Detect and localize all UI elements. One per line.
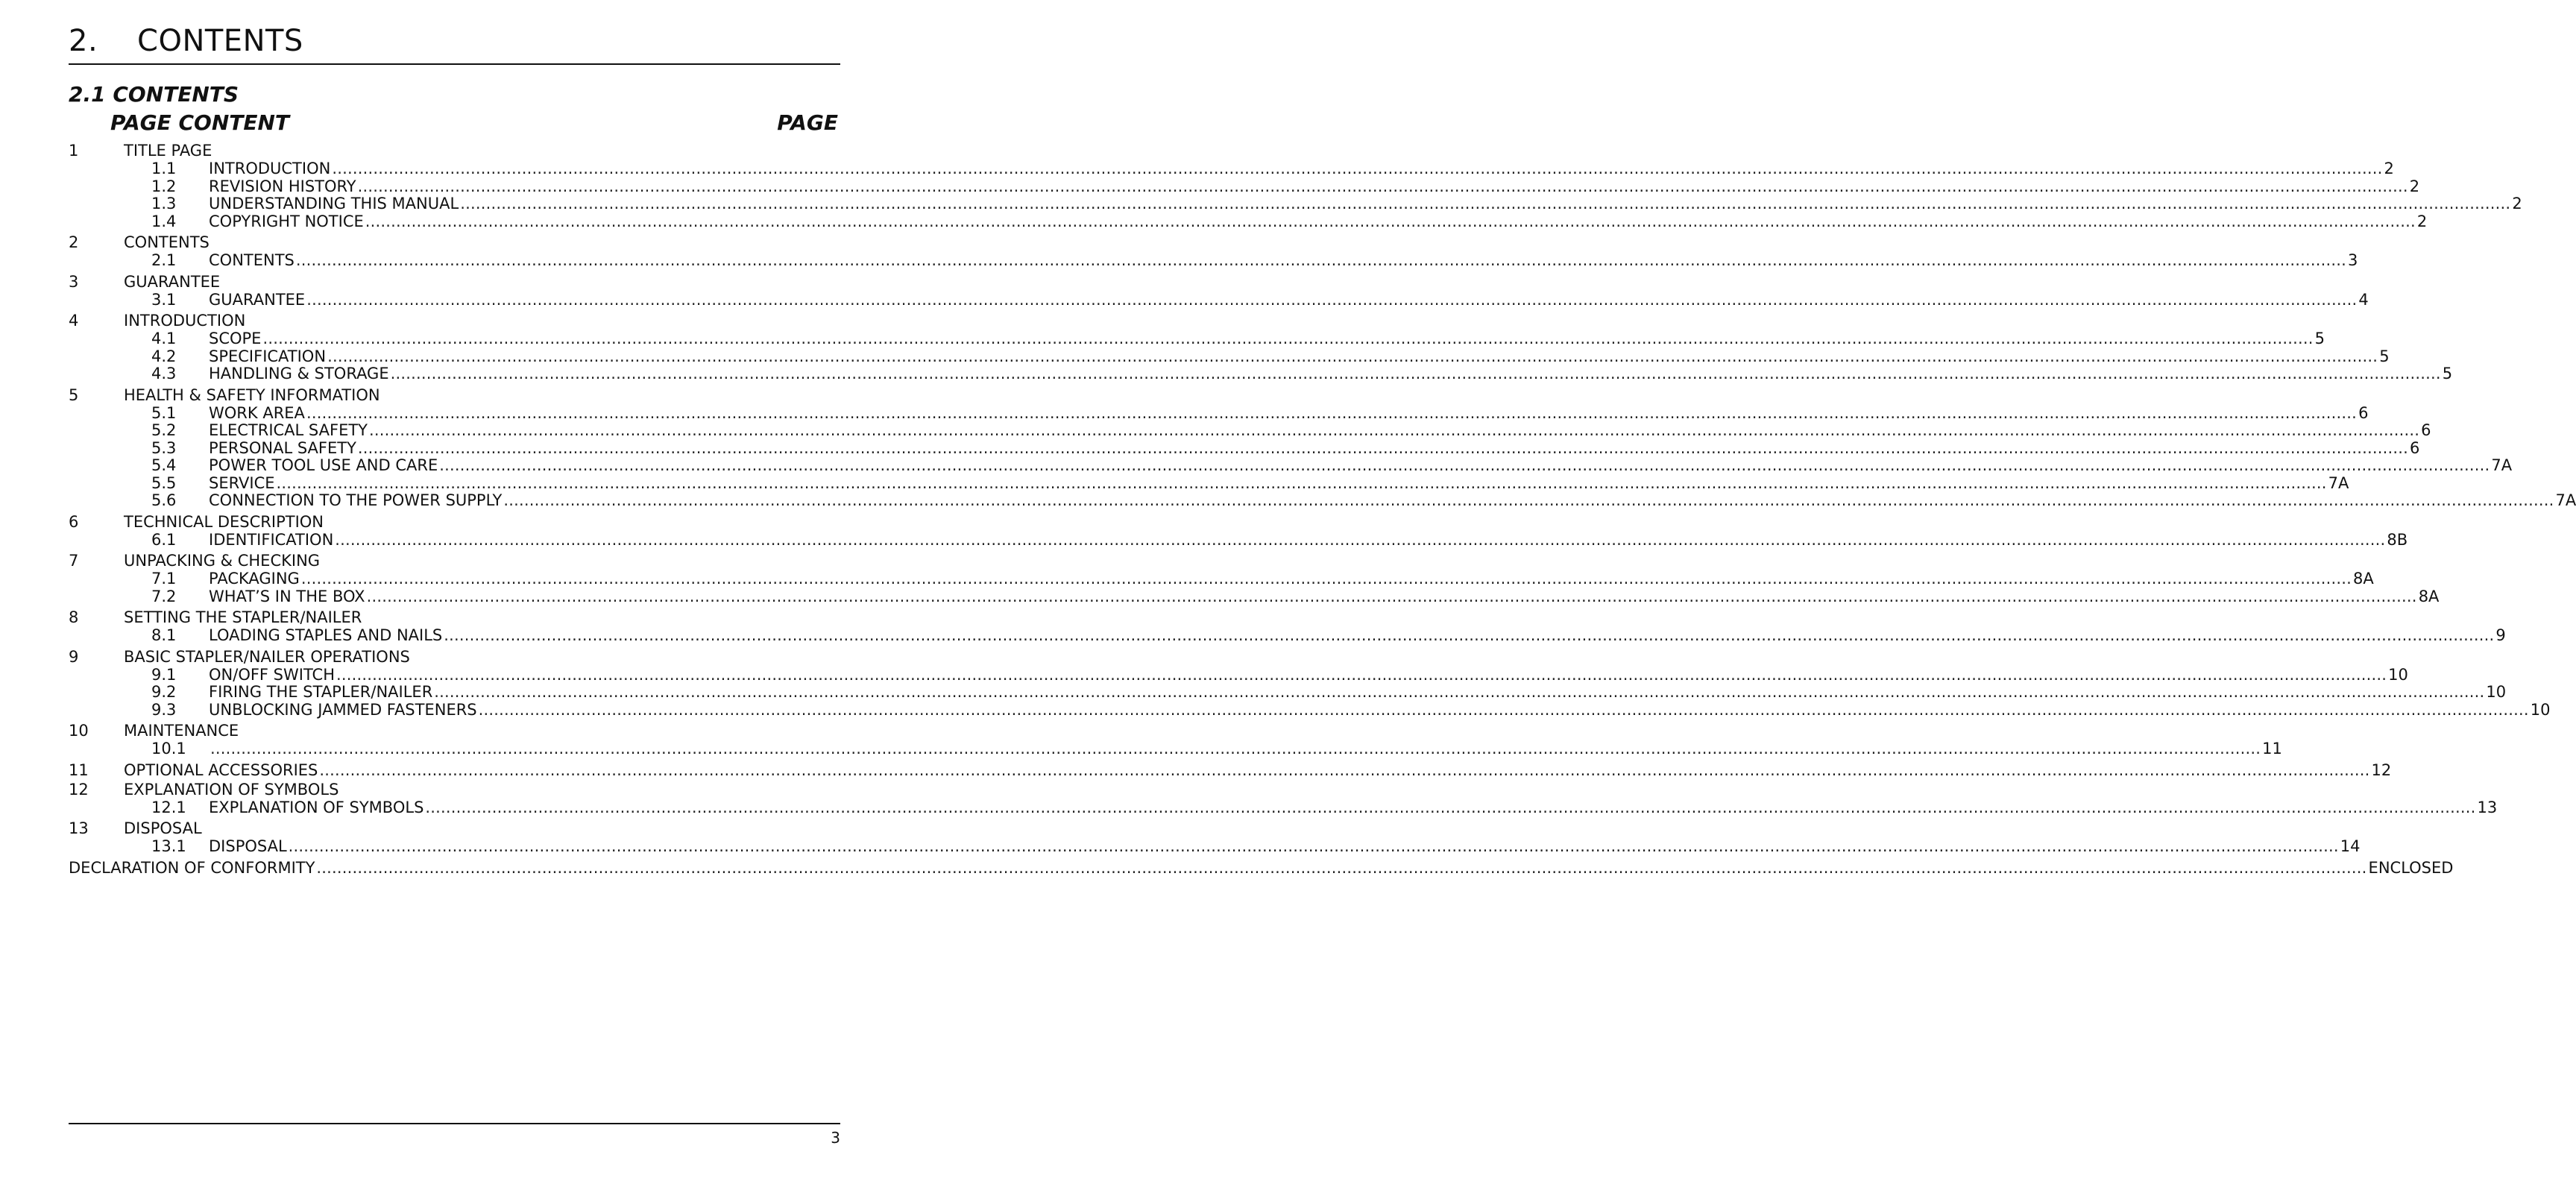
toc-subsection-row[interactable]	[69, 530, 2408, 549]
subsection-page: 7A	[2491, 456, 2513, 474]
toc-chapter-row[interactable]	[69, 233, 803, 252]
subsection-page: 8A	[2352, 570, 2374, 588]
chapter-number: 9	[69, 647, 79, 666]
subsection-page: 10	[2530, 700, 2551, 719]
dot-leader: ................................................................................................................................................................................................................................................................................................................................................................................................................	[316, 858, 2367, 877]
toc-subsection-row[interactable]	[69, 330, 2325, 348]
dot-leader: ................................................................................................................................................................................................................................................................................................................................................................................................................	[262, 330, 2314, 347]
chapter-number: 11	[69, 760, 89, 779]
chapter-title: INTRODUCTION	[124, 312, 246, 330]
subsection-title: IDENTIFICATION	[209, 530, 334, 549]
dot-leader: ................................................................................................................................................................................................................................................................................................................................................................................................................	[288, 837, 2339, 855]
toc-subsection-row[interactable]	[69, 491, 2576, 510]
toc-subsection-row[interactable]	[69, 195, 2522, 213]
dot-leader: ................................................................................................................................................................................................................................................................................................................................................................................................................	[390, 365, 2441, 382]
subsection-title: ON/OFF SWITCH	[209, 665, 336, 684]
toc-declaration-row[interactable]	[69, 858, 2454, 878]
subsection-page: 7A	[2555, 491, 2576, 509]
subsection-title: COPYRIGHT NOTICE	[209, 212, 364, 230]
chapter-number: 8	[69, 608, 79, 626]
toc-subsection-row[interactable]	[69, 700, 2551, 719]
subsection-page: 2	[2409, 177, 2420, 195]
toc-subsection-row[interactable]	[69, 473, 2349, 493]
subsection-number: 2.1	[151, 251, 177, 269]
toc-chapter-row[interactable]	[69, 647, 803, 667]
chapter-number: 12	[69, 780, 89, 799]
subsection-title: REVISION HISTORY	[209, 177, 356, 195]
toc-subsection-row[interactable]	[69, 665, 2408, 684]
chapter-title: MAINTENANCE	[124, 722, 239, 740]
toc-chapter-row[interactable]	[69, 272, 803, 292]
chapter-number: 3	[69, 272, 79, 291]
dot-leader: ................................................................................................................................................................................................................................................................................................................................................................................................................	[503, 491, 2554, 509]
subsection-number: 9.2	[151, 683, 177, 701]
subsection-number: 8.1	[151, 626, 177, 644]
heading-number: 2.	[69, 24, 98, 58]
subsection-title: UNDERSTANDING THIS MANUAL	[209, 195, 459, 212]
chapter-title: TECHNICAL DESCRIPTION	[124, 512, 324, 531]
subsection-number: 12.1	[151, 798, 186, 816]
subsection-number: 5.4	[151, 456, 177, 474]
subsection-title: POWER TOOL USE AND CARE	[209, 456, 438, 474]
chapter-number: 5	[69, 385, 79, 404]
page-heading	[69, 24, 303, 58]
subsection-title: WORK AREA	[209, 403, 305, 422]
chapter-title: EXPLANATION OF SYMBOLS	[124, 780, 339, 799]
subsection-number: 3.1	[151, 290, 177, 309]
toc-chapter-row[interactable]	[69, 760, 2392, 780]
toc-chapter-row[interactable]	[69, 311, 803, 330]
subsection-title: INTRODUCTION	[209, 160, 331, 177]
subsection-title: DISPOSAL	[209, 837, 287, 855]
toc-subsection-row[interactable]	[69, 798, 2498, 817]
chapter-title: TITLE PAGE	[124, 142, 212, 160]
dot-leader: ................................................................................................................................................................................................................................................................................................................................................................................................................	[306, 290, 2358, 309]
subsection-title: SCOPE	[209, 330, 262, 347]
dot-leader: ................................................................................................................................................................................................................................................................................................................................................................................................................	[366, 587, 2417, 605]
subsection-page: 6	[2410, 438, 2420, 457]
chapter-title: BASIC STAPLER/NAILER OPERATIONS	[124, 647, 410, 666]
subsection-page: 8A	[2418, 587, 2440, 605]
toc-subsection-row[interactable]	[69, 587, 2440, 606]
toc-subsection-row[interactable]	[69, 251, 2358, 270]
top-divider	[69, 63, 840, 65]
subsection-number: 5.6	[151, 491, 177, 509]
subsection-title: LOADING STAPLES AND NAILS	[209, 626, 443, 644]
chapter-number: 1	[69, 142, 79, 160]
subsection-page: 7A	[2328, 473, 2349, 492]
subsection-number: 4.1	[151, 330, 177, 347]
chapter-title: DISPOSAL	[124, 819, 202, 837]
subsection-title: CONNECTION TO THE POWER SUPPLY	[209, 491, 503, 509]
toc-chapter-row[interactable]	[69, 551, 803, 570]
column-header-content: PAGE CONTENT	[110, 110, 290, 135]
toc-chapter-row[interactable]	[69, 721, 803, 740]
subsection-number: 13.1	[151, 837, 186, 855]
toc-subsection-row[interactable]	[69, 456, 2513, 475]
chapter-number: 13	[69, 819, 89, 837]
declaration-page: ENCLOSED	[2368, 858, 2454, 877]
dot-leader: ................................................................................................................................................................................................................................................................................................................................................................................................................	[276, 473, 2327, 492]
subsection-title: FIRING THE STAPLER/NAILER	[209, 683, 433, 701]
toc-subsection-row[interactable]	[69, 421, 2431, 440]
dot-leader: ................................................................................................................................................................................................................................................................................................................................................................................................................	[425, 798, 2476, 816]
dot-leader: ................................................................................................................................................................................................................................................................................................................................................................................................................	[460, 195, 2511, 212]
section-heading: 2.1 CONTENTS	[69, 82, 239, 107]
dot-leader: ................................................................................................................................................................................................................................................................................................................................................................................................................	[434, 683, 2485, 701]
toc-chapter-row[interactable]	[69, 385, 803, 405]
subsection-page: 11	[2262, 740, 2282, 758]
dot-leader: ................................................................................................................................................................................................................................................................................................................................................................................................................	[295, 251, 2346, 269]
page-number: 3	[831, 1129, 840, 1147]
dot-leader: ................................................................................................................................................................................................................................................................................................................................................................................................................	[300, 570, 2352, 588]
toc-subsection-row[interactable]	[69, 570, 2374, 588]
dot-leader: ................................................................................................................................................................................................................................................................................................................................................................................................................	[439, 456, 2490, 474]
dot-leader: ................................................................................................................................................................................................................................................................................................................................................................................................................	[332, 160, 2383, 177]
toc-subsection-row[interactable]	[69, 347, 2390, 366]
toc-subsection-row[interactable]	[69, 290, 2369, 309]
subsection-number: 5.2	[151, 421, 177, 439]
subsection-number: 9.1	[151, 665, 177, 684]
dot-leader: ................................................................................................................................................................................................................................................................................................................................................................................................................	[306, 403, 2358, 422]
subsection-title: CONTENTS	[209, 251, 295, 269]
subsection-title: GUARANTEE	[209, 290, 306, 309]
toc-subsection-row[interactable]	[69, 740, 2282, 758]
subsection-page: 6	[2358, 403, 2369, 422]
subsection-number: 1.3	[151, 195, 177, 212]
subsection-title: PACKAGING	[209, 570, 300, 588]
table-of-contents	[69, 141, 2576, 878]
subsection-page: 3	[2348, 251, 2358, 269]
declaration-title: DECLARATION OF CONFORMITY	[69, 858, 315, 877]
dot-leader: ................................................................................................................................................................................................................................................................................................................................................................................................................	[444, 626, 2495, 644]
dot-leader: ................................................................................................................................................................................................................................................................................................................................................................................................................	[478, 700, 2529, 719]
subsection-page: 9	[2495, 626, 2506, 644]
subsection-page: 10	[2388, 665, 2408, 684]
toc-chapter-row[interactable]	[69, 819, 803, 838]
chapter-number: 6	[69, 512, 79, 531]
chapter-number: 7	[69, 552, 79, 570]
toc-chapter-row[interactable]	[69, 780, 803, 799]
subsection-number: 1.2	[151, 177, 177, 195]
dot-leader: ................................................................................................................................................................................................................................................................................................................................................................................................................	[365, 212, 2416, 230]
subsection-number: 1.1	[151, 160, 177, 177]
toc-subsection-row[interactable]	[69, 683, 2507, 702]
subsection-page: 5	[2379, 347, 2390, 365]
toc-chapter-row[interactable]	[69, 141, 803, 160]
dot-leader: ................................................................................................................................................................................................................................................................................................................................................................................................................	[319, 760, 2370, 779]
chapter-title: OPTIONAL ACCESSORIES	[124, 760, 318, 779]
column-header-page: PAGE	[777, 110, 838, 135]
chapter-number: 4	[69, 312, 79, 330]
subsection-number: 4.3	[151, 365, 177, 382]
subsection-title: UNBLOCKING JAMMED FASTENERS	[209, 700, 477, 719]
subsection-page: 4	[2358, 290, 2369, 309]
chapter-title: CONTENTS	[124, 233, 210, 251]
subsection-page: 5	[2314, 330, 2325, 347]
subsection-title: WHAT’S IN THE BOX	[209, 587, 365, 605]
chapter-page: 12	[2371, 760, 2392, 779]
subsection-page: 14	[2340, 837, 2361, 855]
subsection-title: SPECIFICATION	[209, 347, 327, 365]
subsection-number: 5.5	[151, 473, 177, 492]
subsection-number: 5.3	[151, 438, 177, 457]
toc-chapter-row[interactable]	[69, 608, 803, 627]
toc-subsection-row[interactable]	[69, 438, 2420, 458]
toc-subsection-row[interactable]	[69, 626, 2506, 645]
subsection-title: EXPLANATION OF SYMBOLS	[209, 798, 424, 816]
subsection-page: 2	[2384, 160, 2394, 177]
subsection-number: 10.1	[151, 740, 186, 758]
toc-subsection-row[interactable]	[69, 177, 2420, 196]
subsection-page: 2	[2416, 212, 2428, 230]
dot-leader: ................................................................................................................................................................................................................................................................................................................................................................................................................	[335, 530, 2386, 549]
bottom-divider	[69, 1123, 840, 1124]
subsection-title: HANDLING & STORAGE	[209, 365, 389, 382]
subsection-number: 5.1	[151, 403, 177, 422]
dot-leader: ................................................................................................................................................................................................................................................................................................................................................................................................................	[357, 438, 2409, 457]
chapter-title: SETTING THE STAPLER/NAILER	[124, 608, 362, 626]
dot-leader: ................................................................................................................................................................................................................................................................................................................................................................................................................	[336, 665, 2387, 684]
dot-leader: ................................................................................................................................................................................................................................................................................................................................................................................................................	[369, 421, 2420, 439]
chapter-title: UNPACKING & CHECKING	[124, 552, 321, 570]
subsection-number: 6.1	[151, 530, 177, 549]
toc-subsection-row[interactable]	[69, 365, 2453, 383]
heading-title: CONTENTS	[137, 24, 303, 58]
subsection-title: ELECTRICAL SAFETY	[209, 421, 368, 439]
subsection-number: 7.1	[151, 570, 177, 588]
subsection-title: SERVICE	[209, 473, 275, 492]
toc-subsection-row[interactable]	[69, 212, 2428, 231]
toc-subsection-row[interactable]	[69, 160, 2394, 178]
subsection-page: 6	[2421, 421, 2431, 439]
dot-leader: ................................................................................................................................................................................................................................................................................................................................................................................................................	[357, 177, 2408, 195]
subsection-page: 5	[2442, 365, 2453, 382]
toc-chapter-row[interactable]	[69, 512, 803, 532]
subsection-page: 10	[2486, 683, 2507, 701]
subsection-title: PERSONAL SAFETY	[209, 438, 356, 457]
dot-leader: ................................................................................................................................................................................................................................................................................................................................................................................................................	[327, 347, 2378, 365]
subsection-page: 8B	[2387, 530, 2408, 549]
subsection-page: 2	[2512, 195, 2522, 212]
subsection-number: 9.3	[151, 700, 177, 719]
subsection-number: 4.2	[151, 347, 177, 365]
toc-subsection-row[interactable]	[69, 837, 2361, 856]
subsection-number: 7.2	[151, 587, 177, 605]
chapter-title: HEALTH & SAFETY INFORMATION	[124, 385, 380, 404]
chapter-number: 2	[69, 233, 79, 251]
subsection-page: 13	[2477, 798, 2498, 816]
chapter-number: 10	[69, 722, 89, 740]
toc-subsection-row[interactable]	[69, 403, 2369, 423]
dot-leader: ................................................................................................................................................................................................................................................................................................................................................................................................................	[210, 740, 2261, 758]
chapter-title: GUARANTEE	[124, 272, 221, 291]
subsection-number: 1.4	[151, 212, 177, 230]
